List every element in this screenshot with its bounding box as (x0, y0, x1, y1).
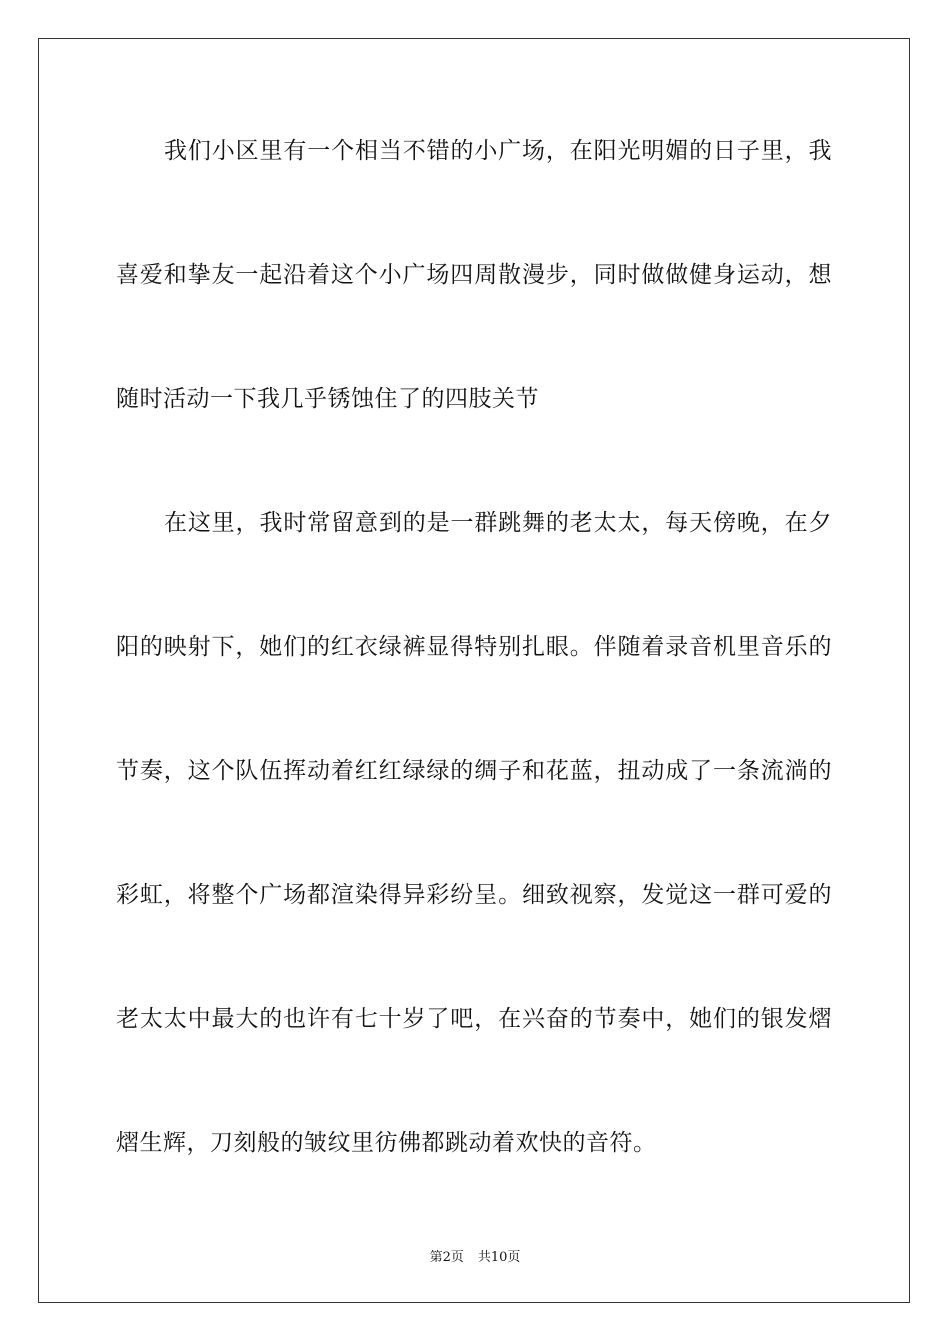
paragraph-1-line-3: 随时活动一下我几乎锈蚀住了的四肢关节 (116, 386, 539, 412)
current-page-number: 第2页 (429, 1250, 464, 1265)
paragraph-2-line-3: 节奏，这个队伍挥动着红红绿绿的绸子和花蓝，扭动成了一条流淌的 (116, 758, 832, 784)
paragraph-1-line-1: 我们小区里有一个相当不错的小广场，在阳光明媚的日子里，我 (164, 138, 832, 164)
paragraph-2-line-1: 在这里，我时常留意到的是一群跳舞的老太太，每天傍晚，在夕 (164, 510, 832, 536)
paragraph-2-line-4: 彩虹，将整个广场都渲染得异彩纷呈。细致视察，发觉这一群可爱的 (116, 882, 832, 908)
paragraph-2-line-2: 阳的映射下，她们的红衣绿裤显得特别扎眼。伴随着录音机里音乐的 (116, 634, 832, 660)
paragraph-2-line-6: 熠生辉，刀刻般的皱纹里彷佛都跳动着欢快的音符。 (116, 1130, 657, 1156)
page-border (38, 38, 910, 1303)
page-footer (0, 1246, 950, 1265)
paragraph-1-line-2: 喜爱和挚友一起沿着这个小广场四周散漫步，同时做做健身运动，想 (116, 262, 832, 288)
paragraph-2-line-5: 老太太中最大的也许有七十岁了吧，在兴奋的节奏中，她们的银发熠 (116, 1006, 832, 1032)
total-pages: 共10页 (477, 1250, 521, 1265)
